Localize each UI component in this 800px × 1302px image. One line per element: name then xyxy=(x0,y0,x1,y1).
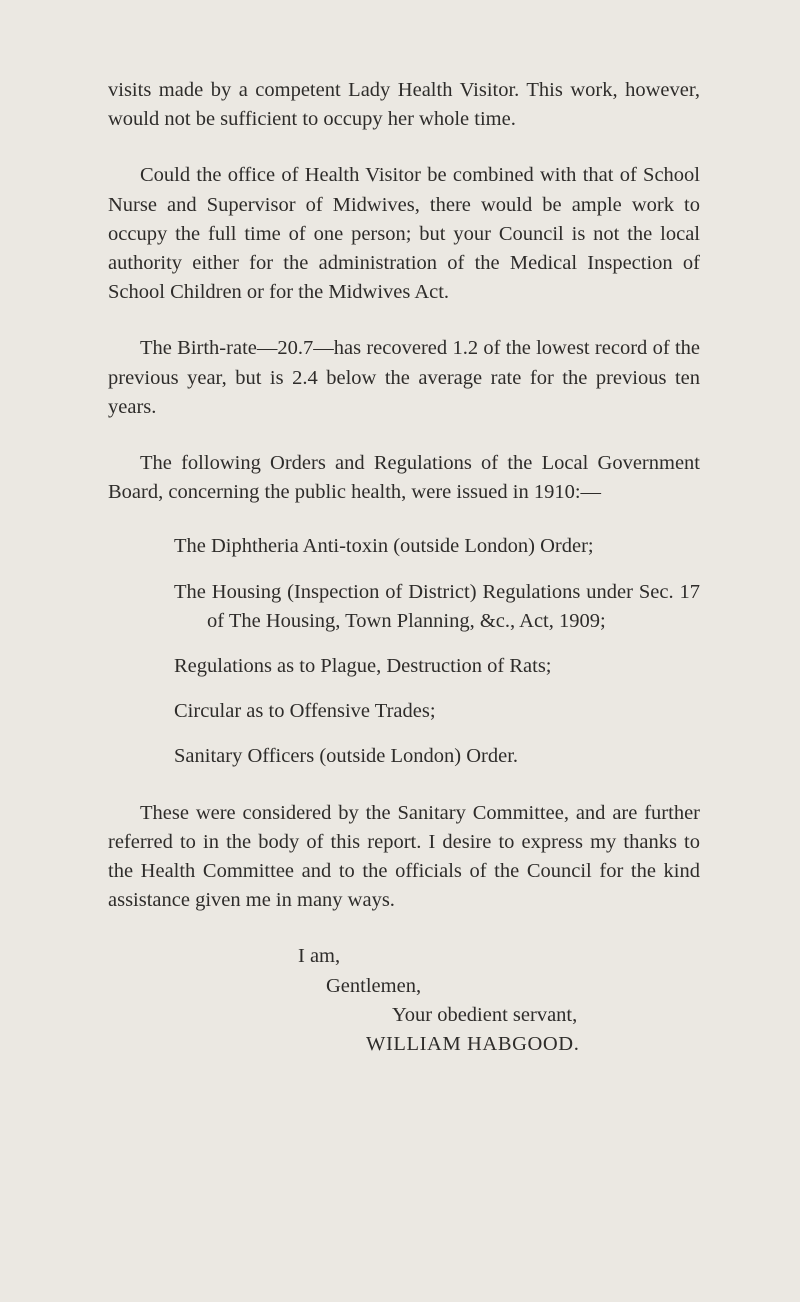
list-item: The Housing (Inspection of District) Regulations under Sec. 17 of The Housing, Town Planning, &c., Act, 1909; xyxy=(174,580,700,632)
list-item: Regulations as to Plague, Destruction of Rats; xyxy=(174,655,552,678)
paragraph-thanks: These were considered by the Sanitary Committee, and are further referred to in the body of this report. I desire to express my thanks to the Health Committee and to the officials of the Council for the kind assistance given me in many ways. xyxy=(108,801,700,912)
signature: WILLIAM HABGOOD. xyxy=(366,1033,580,1056)
paragraph-birth-rate: The Birth-rate—20.7—has recovered 1.2 of the lowest record of the previous year, but is 2.4 below the average rate for the previous ten years. xyxy=(108,337,700,418)
letter-closing xyxy=(108,942,700,1059)
orders-list xyxy=(108,532,700,771)
paragraph-health-visitor-work: visits made by a competent Lady Health Visitor. This work, however, would not be sufficient to occupy her whole time. xyxy=(108,79,700,131)
closing-servant: Your obedient servant, xyxy=(392,1003,578,1026)
document-page xyxy=(108,76,700,1059)
closing-i-am: I am, xyxy=(298,945,341,968)
paragraph-combined-office: Could the office of Health Visitor be combined with that of School Nurse and Supervisor of Midwives, there would be ample work to occupy the full time of one person; but your Council is not the local authority either for the administration of the Medical Inspection of School Children or for the Midwives Act. xyxy=(108,164,700,304)
paragraph-orders-intro: The following Orders and Regulations of the Local Government Board, concerning the public health, were issued in 1910:— xyxy=(108,452,700,504)
closing-salutation: Gentlemen, xyxy=(326,974,422,997)
list-item: Sanitary Officers (outside London) Order. xyxy=(174,745,519,768)
list-item: The Diphtheria Anti-toxin (outside London) Order; xyxy=(174,535,594,558)
list-item: Circular as to Offensive Trades; xyxy=(174,700,436,723)
